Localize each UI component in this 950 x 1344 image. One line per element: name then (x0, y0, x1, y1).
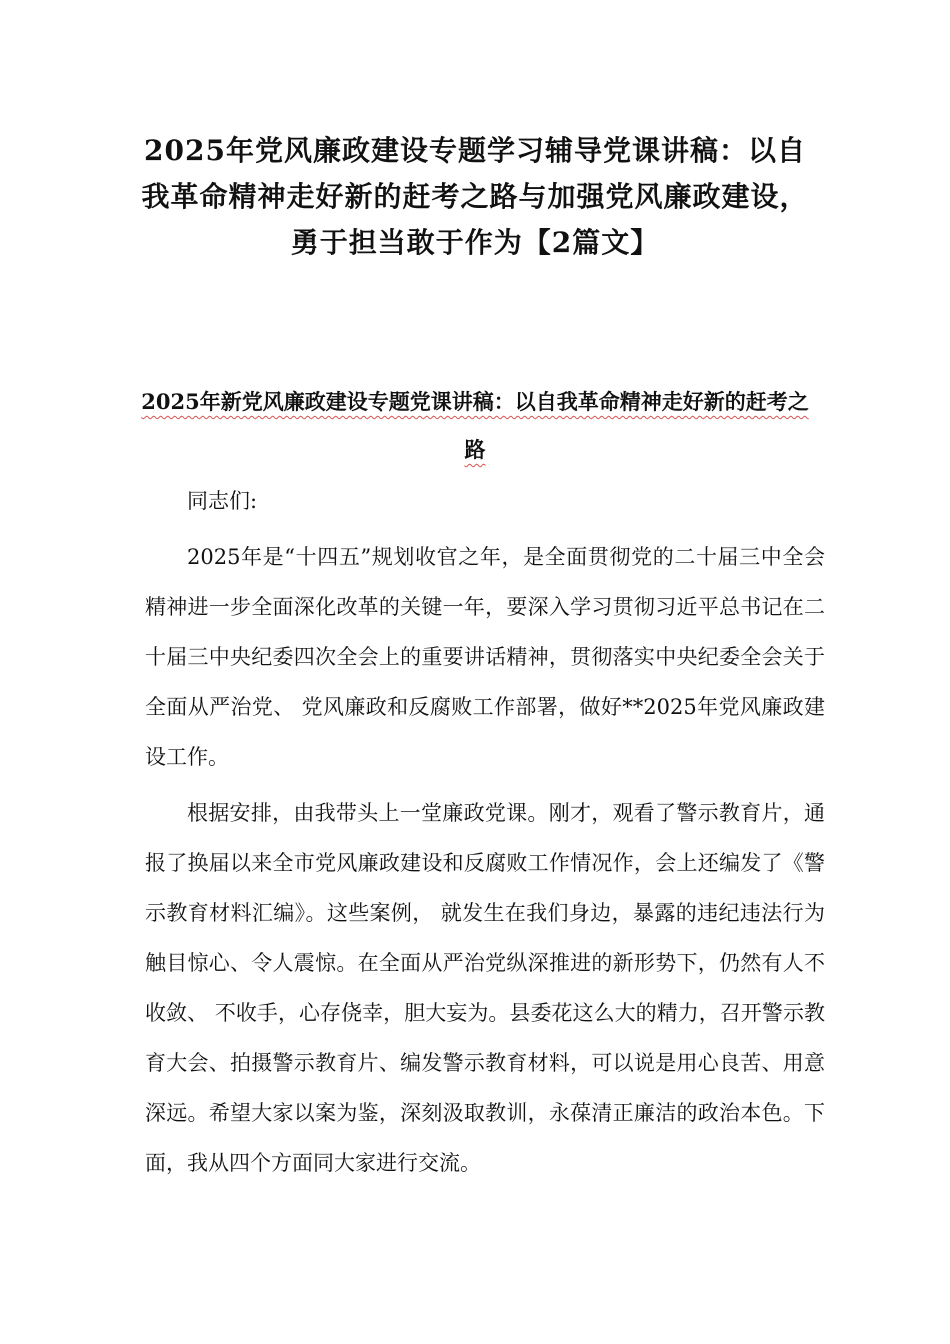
section-title (140, 378, 810, 474)
section-title-text: 2025年新党风廉政建设专题党课讲稿：以自我革命精神走好新的赶考之路 (141, 389, 809, 462)
paragraph: 根据安排，由我带头上一堂廉政党课。刚才，观看了警示教育片，通报了换届以来全市党风廉政建设和反腐败工作情况作，会上还编发了《警示教育材料汇编》。这些案例， 就发生在我们身边，暴露的违纪违法行为触目惊心、令人震惊。在全面从严治党纵深推进的新形势下，仍然有人不收敛、 不收手，心存侥幸，胆大妄为。县委花这么大的精力，召开警示教育大会、拍摄警示教育片、编发警示教育材料，可以说是用心良苦、用意深远。希望大家以案为鉴，深刻汲取教训，永葆清正廉洁的政治本色。下面，我从四个方面同大家进行交流。 (145, 801, 825, 1175)
document-body (145, 476, 825, 1194)
paragraph: 2025年是“十四五”规划收官之年，是全面贯彻党的二十届三中全会精神进一步全面深化改革的关键一年，要深入学习贯彻习近平总书记在二十届三中央纪委四次全会上的重要讲话精神，贯彻落实中央纪委全会关于全面从严治党、 党风廉政和反腐败工作部署，做好**2025年党风廉政建设工作。 (145, 545, 825, 769)
greeting: 同志们: (187, 489, 258, 513)
document-title: 2025年党风廉政建设专题学习辅导党课讲稿：以自我革命精神走好新的赶考之路与加强党风廉政建设，勇于担当敢于作为【2篇文】 (141, 134, 809, 259)
